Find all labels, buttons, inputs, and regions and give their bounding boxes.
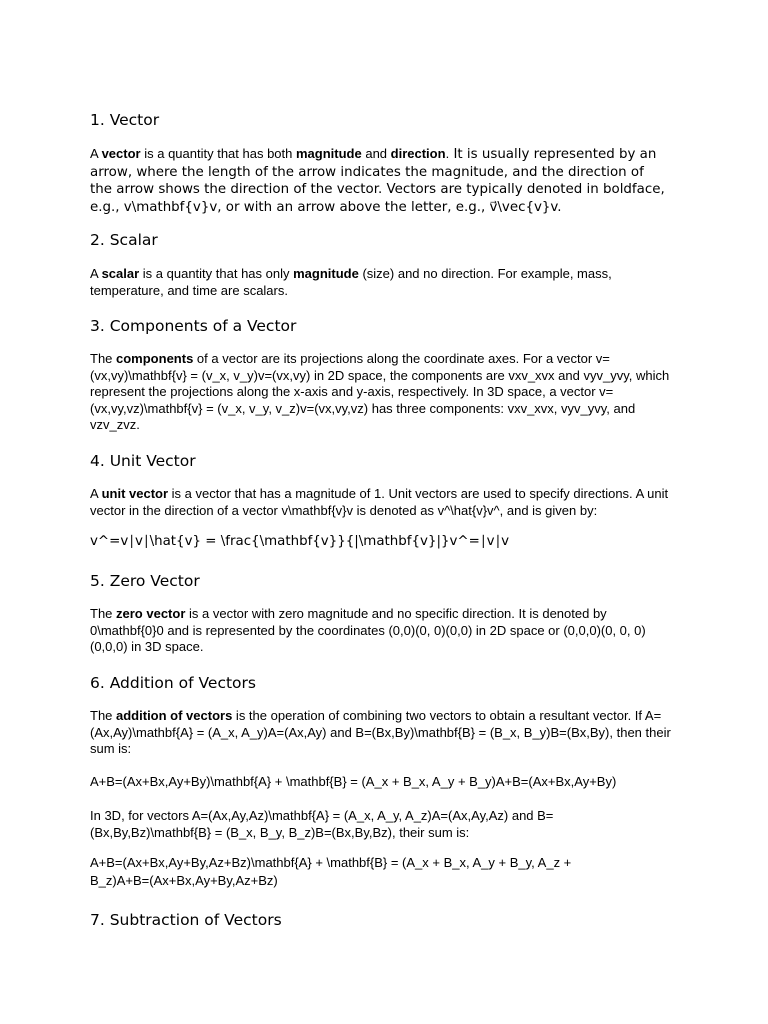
term-zero-vector: zero vector: [116, 606, 186, 621]
text-run: .: [445, 146, 450, 161]
paragraph-components: [90, 351, 675, 434]
text-run: and: [361, 146, 391, 161]
text-run: A: [90, 266, 102, 281]
term-unit-vector: unit vector: [101, 486, 169, 501]
term-magnitude: magnitude: [293, 266, 359, 281]
paragraph-addition: [90, 708, 680, 758]
text-run: is a quantity that has both: [140, 146, 296, 161]
term-direction: direction: [390, 146, 446, 161]
formula-unit-vector: v^=v∣v∣\hat{v} = \frac{\mathbf{v}}{|\mathbf{v}|}v^=∣v∣v: [90, 534, 510, 549]
text-run: of a vector are its projections along the coordinate axes. For a vector v=(vx,vy)\mathbf{v} = (v_x, v_y)v=(vx,vy) in 2D space, the components are vxv_xvx and vyv_yvy, which represent the projections along the x-axis and y-axis, respectively. In 3D space, a vector v=(vx,vy,vz)\mathbf{v} = (v_x, v_y, v_z)v=(vx,vy,vz) has three components: vxv_xvx, vyv_yvy, and vzv_zvz.: [90, 351, 670, 432]
term-magnitude: magnitude: [296, 146, 362, 161]
text-run: A: [90, 486, 102, 501]
term-components: components: [116, 351, 194, 366]
heading-zero-vector: 5. Zero Vector: [90, 572, 200, 590]
text-run: (size) and no direction. For example, mass, temperature, and time are scalars.: [90, 266, 612, 298]
text-run: A: [90, 146, 102, 161]
text-run: is a quantity that has only: [139, 266, 294, 281]
heading-addition: 6. Addition of Vectors: [90, 674, 256, 692]
formula-addition-2d: A+B=(Ax+Bx,Ay+By)\mathbf{A} + \mathbf{B} = (A_x + B_x, A_y + B_y)A+B=(Ax+Bx,Ay+By): [90, 774, 617, 789]
text-run: The: [90, 606, 117, 621]
term-addition-of-vectors: addition of vectors: [116, 708, 233, 723]
text-run: The: [90, 708, 117, 723]
text-run: It is usually represented by an arrow, where the length of the arrow indicates the magnitude, and the direction of the arrow shows the direction of the vector. Vectors are typically denoted in boldface, e.g., v\mathbf{v}v, or with an arrow above the letter, e.g., v⃗\vec{v}v.: [90, 147, 665, 215]
heading-unit-vector: 4. Unit Vector: [90, 452, 196, 470]
heading-vector: 1. Vector: [90, 111, 160, 129]
paragraph-addition-3d: In 3D, for vectors A=(Ax,Ay,Az)\mathbf{A} = (A_x, A_y, A_z)A=(Ax,Ay,Az) and B=(Bx,By,Bz)\mathbf{B} = (B_x, B_y, B_z)B=(Bx,By,Bz), their sum is:: [90, 808, 554, 840]
heading-components: 3. Components of a Vector: [90, 317, 297, 335]
paragraph-scalar: [90, 266, 680, 299]
paragraph-unit-vector: [90, 486, 680, 519]
heading-scalar: 2. Scalar: [90, 231, 158, 249]
paragraph-zero-vector: [90, 606, 655, 656]
text-run: is the operation of combining two vectors to obtain a resultant vector. If A=(Ax,Ay)\mathbf{A} = (A_x, A_y)A=(Ax,Ay) and B=(Bx,By)\mathbf{B} = (B_x, B_y)B=(Bx,By), then their sum is:: [90, 708, 671, 756]
term-scalar: scalar: [101, 266, 140, 281]
term-vector: vector: [101, 146, 141, 161]
paragraph-vector: [90, 146, 670, 216]
formula-addition-3d: A+B=(Ax+Bx,Ay+By,Az+Bz)\mathbf{A} + \mathbf{B} = (A_x + B_x, A_y + B_y, A_z + B_z)A+B=(Ax+Bx,Ay+By,Az+Bz): [90, 855, 572, 888]
heading-subtraction: 7. Subtraction of Vectors: [90, 911, 282, 929]
text-run: The: [90, 351, 117, 366]
text-run: is a vector that has a magnitude of 1. Unit vectors are used to specify directions. A unit vector in the direction of a vector v\mathbf{v}v is denoted as v^\hat{v}v^, and is given by:: [90, 486, 669, 518]
text-run: is a vector with zero magnitude and no specific direction. It is denoted by 0\mathbf{0}0 and is represented by the coordinates (0,0)(0, 0)(0,0) in 2D space or (0,0,0)(0, 0, 0)(0,0,0) in 3D space.: [90, 606, 646, 654]
